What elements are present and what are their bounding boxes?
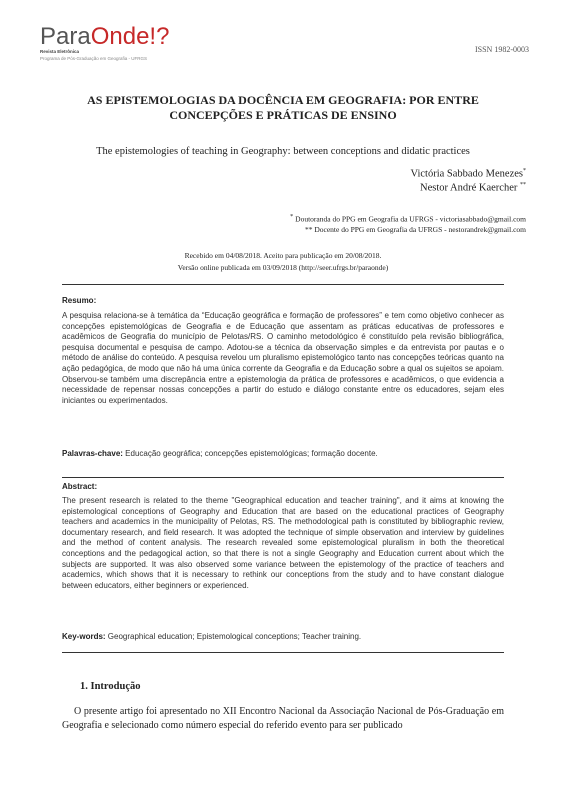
palavras-chave <box>62 449 512 458</box>
keywords-label: Palavras-chave: <box>62 449 123 458</box>
affiliation-1 <box>290 213 526 224</box>
author-1 <box>411 168 527 180</box>
author-mark: * <box>523 168 526 174</box>
abstract-text: The present research is related to the theme "Geographical education and teacher training", and it aims at knowing the epistemological conceptions of Geography and Education that are based on the educational practices of Geography teachers and academics in the municipality of Pelotas, RS. The methodological path is constituted by bibliographic review, documentary research, and field research. It was adopted the technique of simple observation and interview by guidelines and the method of content analysis. The research revealed some epistemological pluralism in both the theoretical conceptions and the pedagogical action, so that there is not a single Geography and Education current about which the subjects are supported. It was also observed some variance between the epistemology of the practice of teachers and academics, which shows that it is necessary to rethink our conceptions from the study and to have constant dialogue between educators, either beginners or experienced. <box>62 496 504 590</box>
logo-subtitle: Revista Eletrônica <box>40 49 80 54</box>
author-name: Victória Sabbado Menezes <box>410 168 523 180</box>
abstract-label: Abstract: <box>62 482 98 491</box>
resumo-label: Resumo: <box>62 296 97 305</box>
affiliation-text: Docente do PPG em Geografia da UFRGS - nestorandrek@gmail.com <box>312 225 526 234</box>
online-publication: Versão online publicada em 03/09/2018 (http://seer.ufrgs.br/paraonde) <box>177 263 389 272</box>
author-mark: ** <box>520 182 526 188</box>
affiliation-2 <box>305 225 526 234</box>
logo-onde-text: Onde!? <box>90 23 170 50</box>
affiliation-mark: ** <box>304 225 313 234</box>
keywords-text: Educação geográfica; concepções epistemológicas; formação docente. <box>122 449 378 458</box>
title-line: AS EPISTEMOLOGIAS DA DOCÊNCIA EM GEOGRAFIA: POR ENTRE <box>87 93 479 107</box>
section-heading: 1. Introdução <box>80 681 141 692</box>
keywords-text: Geographical education; Epistemological conceptions; Teacher training. <box>105 632 362 641</box>
article-title <box>60 93 506 122</box>
resumo-text: A pesquisa relaciona-se à temática da “Educação geográfica e formação de professores” e tem como objetivo conhecer as concepções epistemológicas de Geografia e de Educação que assentam as práticas educativas de professores e acadêmicos de Geografia do município de Pelotas/RS. O caminho metodológico é constituído pela revisão bibliográfica, pesquisa documental e pesquisa de campo. Adotou-se a técnica da observação simples e da entrevista por pautas e o método de análise do conteúdo. A pesquisa revelou um pluralismo epistemológico tanto nas concepções teóricas quanto na ação pedagógica, de modo que não há uma única corrente da Geografia e da Educação sobre a qual os sujeitos se apoiam. Observou-se também uma discrepância entre a epistemologia da prática de professores e acadêmicos, o que evidencia a necessidade de repensar nossas concepções a partir do estudo e diálogo constante entre os educadores, sejam eles iniciantes ou experimentados. <box>62 311 504 405</box>
affiliation-mark: * <box>290 213 294 220</box>
affiliation-text: Doutoranda do PPG em Geografia da UFRGS - victoriasabbado@gmail.com <box>293 214 526 224</box>
introduction-text: O presente artigo foi apresentado no XII Encontro Nacional da Associação Nacional de Pós-Graduação em Geografia e selecionado como número especial do referido evento para ser publicado <box>62 706 504 731</box>
received-dates: Recebido em 04/08/2018. Aceito para publicação em 20/08/2018. <box>184 251 382 260</box>
title-line: CONCEPÇÕES E PRÁTICAS DE ENSINO <box>169 107 397 122</box>
divider <box>62 284 504 285</box>
logo-program: Programa de Pós-Graduação em Geografia - UFRGS <box>40 56 148 61</box>
author-2 <box>420 182 526 194</box>
article-title-english: The epistemologies of teaching in Geography: between conceptions and didatic practices <box>96 146 470 157</box>
divider <box>62 652 504 653</box>
issn: ISSN 1982-0003 <box>474 45 529 54</box>
journal-logo <box>40 22 200 72</box>
divider <box>62 477 504 478</box>
key-words <box>62 632 512 641</box>
logo-para-text: Para <box>40 23 91 50</box>
keywords-label: Key-words: <box>62 632 106 641</box>
author-name: Nestor André Kaercher <box>420 182 518 194</box>
